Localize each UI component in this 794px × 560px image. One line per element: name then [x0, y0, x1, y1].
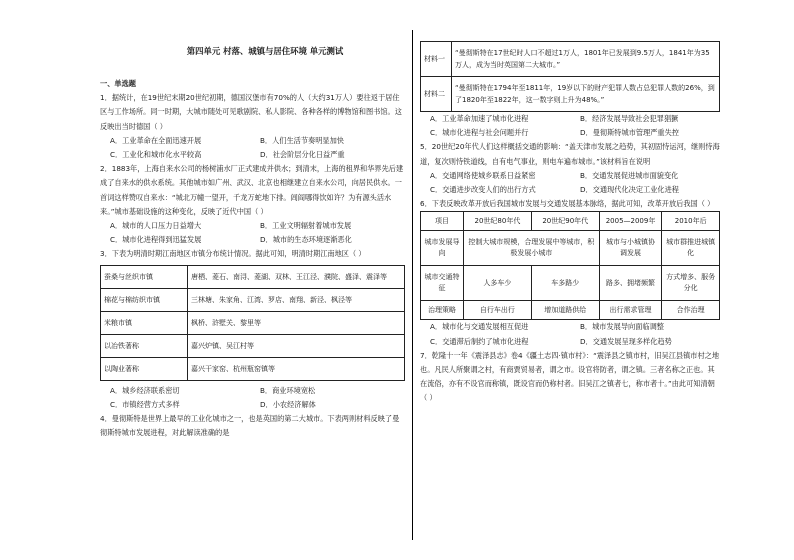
table-cell: 城市交通特征 — [421, 266, 464, 301]
option[interactable]: C．工业化和城市化水平较高 — [110, 150, 202, 160]
option[interactable]: D．社会阶层分化日益严重 — [260, 150, 345, 160]
table-header-row — [421, 212, 720, 231]
table-cell: 三林塘、朱家角、江湾、罗店、南翔、新泾、枫泾等 — [188, 288, 405, 311]
table-row — [101, 288, 405, 311]
question-3-stem: 3．下表为明清时期江南地区市镇分布统计情况。据此可知，明清时期江南地区（ ） — [100, 249, 366, 259]
table-cell: 以陶业著称 — [101, 357, 188, 380]
table-cell: 人多车少 — [464, 266, 532, 301]
table-cell: “曼彻斯特在17世纪时人口不超过1万人，1801年已发展到9.5万人，1841年为35万人，成为当时英国第二大城市。” — [452, 42, 720, 77]
question-5-options — [420, 169, 720, 197]
option[interactable]: C．城市化进程得到迅猛发展 — [110, 235, 202, 245]
question-4-options — [420, 112, 720, 140]
table-cell: 控制大城市规模，合理发展中等城市，积极发展小城市 — [464, 231, 600, 266]
table-header-cell: 项目 — [421, 212, 464, 231]
table-cell: 唐栖、菱石、南浔、菱湖、双林、王江泾、濮院、盛泽、震泽等 — [188, 265, 405, 288]
table-cell: 以冶铁著称 — [101, 334, 188, 357]
table-cell: 城市群推进城镇化 — [662, 231, 720, 266]
column-divider — [412, 30, 413, 540]
table-cell: 路多、拥堵频繁 — [599, 266, 662, 301]
option[interactable]: C．交通进步改变人们的出行方式 — [430, 185, 536, 195]
table-row — [101, 357, 405, 380]
question-2-options — [100, 219, 405, 247]
question-2-stem: 2．1883年，上海自来水公司的杨树浦水厂正式建成并供水；到清末，上海的租界和华界先后建成了自来水的供水系统。其他城市如广州、武汉、北京也相继建立自来水公司，向居民供水。一首词这样赞叹自来水：“城北万幢一望开，千龙万蛇地下排。闾阎哪得饮如许？为有源头活水来。”城市基础设施的这种变化，反映了近代中国（ ） — [100, 164, 404, 216]
table-cell: 出行需求管理 — [599, 301, 662, 320]
option[interactable]: D．曼彻斯特城市管理严重失控 — [580, 128, 679, 138]
right-column — [420, 41, 720, 406]
page-title: 第四单元 村落、城镇与居住环境 单元测试 — [186, 46, 344, 56]
table-row — [101, 334, 405, 357]
section-heading: 一、单选题 — [100, 79, 136, 88]
question-5-stem: 5．20世纪20年代人们这样概括交通的影响：“盖天津市发展之趋势，其初固恃运河，继则恃海道，复次则恃铁道线，自有电气事业，则电车遍布城市。”该材料旨在说明 — [420, 142, 720, 166]
option[interactable]: A．工业革命加速了城市化进程 — [430, 114, 529, 123]
table-cell: 嘉兴炉镇、吴江村等 — [188, 334, 405, 357]
table-header-cell: 2005—2009年 — [599, 212, 662, 231]
option[interactable]: A．城市的人口压力日益增大 — [110, 221, 202, 231]
table-cell: 材料一 — [421, 42, 452, 77]
table-cell: 治理策略 — [421, 301, 464, 320]
option[interactable]: C．城市化进程与社会问题并行 — [430, 128, 529, 138]
option[interactable]: A．工业革命在全面迅速开展 — [110, 135, 202, 145]
table-cell: 城市与小城镇协调发展 — [599, 231, 662, 266]
question-7-stem: 7．乾隆十一年《震泽县志》卷4《疆土志四·镇市村》：“震泽县之镇市村，旧吴江县镇市村之地也。凡民人所聚谓之村，有商贾贸易者，谓之市。设官将防者，谓之镇。三者名称之正也。其在流俗，亦有不设官而称镇，既设官而仍称村者。旧吴江之镇者七，称市者十。”由此可知清朝（ ） — [420, 350, 720, 403]
table-cell: 蚕桑与丝织市镇 — [101, 265, 188, 288]
table-cell: 枫桥、浒墅关、黎里等 — [188, 311, 405, 334]
option[interactable]: A．城乡经济联系密切 — [110, 385, 180, 395]
table-row — [101, 311, 405, 334]
option[interactable]: A．交通网络使城乡联系日益紧密 — [430, 170, 536, 180]
table-header-cell: 2010年后 — [662, 212, 720, 231]
option[interactable]: B．商业环境宽松 — [260, 385, 316, 395]
table-row — [101, 265, 405, 288]
table-cell: 城市发展导向 — [421, 231, 464, 266]
option[interactable]: B．经济发展导致社会犯罪猖獗 — [580, 114, 679, 123]
table-cell: 合作治理 — [662, 301, 720, 320]
table-cell: 方式增多、服务分化 — [662, 266, 720, 301]
option[interactable]: B．人们生活节奏明显加快 — [260, 135, 344, 145]
question-4-materials — [420, 41, 720, 112]
option[interactable]: D．交通现代化决定工业化进程 — [580, 185, 679, 195]
table-cell: 自行车出行 — [464, 301, 532, 320]
question-3-table — [100, 265, 405, 381]
table-cell: 米粮市镇 — [101, 311, 188, 334]
option[interactable]: B．交通发展促进城市面貌变化 — [580, 170, 679, 180]
table-header-cell: 20世纪90年代 — [531, 212, 599, 231]
question-4-stem: 4．曼彻斯特是世界上最早的工业化城市之一，也是英国的第二大城市。下表两则材料反映了曼彻斯特城市发展进程，对此解读准确的是 — [100, 414, 400, 438]
option[interactable]: D．交通发展呈现多样化趋势 — [580, 336, 672, 346]
question-1-options — [100, 134, 405, 162]
table-row — [421, 231, 720, 266]
table-cell: 车多路少 — [531, 266, 599, 301]
option[interactable]: B．工业文明辐射着城市发展 — [260, 221, 352, 231]
table-row — [421, 301, 720, 320]
table-row — [421, 77, 720, 112]
option[interactable]: D．小农经济解体 — [260, 399, 316, 409]
table-cell: 增加道路供给 — [531, 301, 599, 320]
option[interactable]: B．城市发展导向面临调整 — [580, 322, 664, 332]
option[interactable]: D．城市的生态环境逐渐恶化 — [260, 235, 352, 245]
left-column — [100, 40, 405, 440]
question-1-stem: 1．据统计，在19世纪末期20世纪初期，德国汉堡市有70%的人（大约31万人）要往返于居住区与工作场所。同一时期，大城市随处可见歌剧院、私人影院、各种各样的博物馆和图书馆。这反映出当时德国（ ） — [100, 93, 402, 131]
table-cell: 嘉兴干家窑、杭州瓶窑镇等 — [188, 357, 405, 380]
option[interactable]: C．交通滞后制约了城市化进程 — [430, 336, 529, 346]
option[interactable]: A．城市化与交通发展相互促进 — [430, 322, 529, 332]
question-6-options — [420, 320, 720, 348]
table-cell: “曼彻斯特在1794年至1811年，19岁以下的财产犯罪人数占总犯罪人数的26%，到了1820年至1822年，这一数字则上升为48%。” — [452, 77, 720, 112]
table-cell: 棉花与棉纺织市镇 — [101, 288, 188, 311]
table-cell: 材料二 — [421, 77, 452, 112]
table-row — [421, 266, 720, 301]
option[interactable]: C．市镇经营方式多样 — [110, 399, 180, 409]
table-header-cell: 20世纪80年代 — [464, 212, 532, 231]
question-3-options — [100, 384, 405, 412]
table-row — [421, 42, 720, 77]
question-6-table — [420, 211, 720, 320]
question-6-stem: 6．下表反映改革开放后我国城市发展与交通发展基本脉络，据此可知，改革开放后我国（ ） — [420, 199, 715, 209]
